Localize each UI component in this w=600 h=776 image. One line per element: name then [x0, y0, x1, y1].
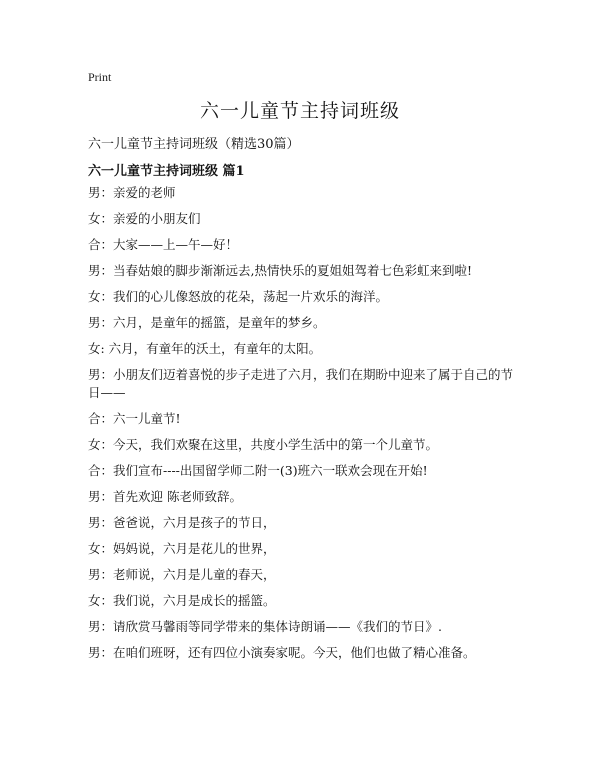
dialogue-line: 合：我们宣布----出国留学师二附一(3)班六一联欢会现在开始!	[88, 463, 428, 478]
dialogue-line: 男：在咱们班呀，还有四位小演奏家呢。今天，他们也做了精心准备。	[88, 645, 476, 660]
dialogue-line: 女：亲爱的小朋友们	[88, 211, 201, 226]
document-subtitle: 六一儿童节主持词班级（精选30篇）	[88, 137, 300, 152]
dialogue-line: 男：爸爸说，六月是孩子的节日，	[88, 515, 276, 530]
dialogue-lines	[88, 184, 518, 670]
dialogue-line: 男：当春姑娘的脚步渐渐远去,热情快乐的夏姐姐驾着七色彩虹来到啦!	[88, 263, 472, 278]
dialogue-line: 男：亲爱的老师	[88, 185, 176, 200]
section-title: 六一儿童节主持词班级 篇1	[88, 164, 245, 179]
dialogue-line: 女：妈妈说，六月是花儿的世界，	[88, 541, 276, 556]
dialogue-line: 男：请欣赏马馨雨等同学带来的集体诗朗诵——《我们的节日》.	[88, 619, 442, 634]
dialogue-line: 女: 六月，有童年的沃土，有童年的太阳。	[88, 341, 322, 356]
print-label[interactable]: Print	[88, 70, 112, 84]
dialogue-line: 合：大家——上—午—好！	[88, 237, 239, 252]
dialogue-line: 合：六一儿童节!	[88, 411, 181, 426]
dialogue-line: 女：我们的心儿像怒放的花朵，荡起一片欢乐的海洋。	[88, 289, 389, 304]
dialogue-line: 男：六月，是童年的摇篮，是童年的梦乡。	[88, 315, 326, 330]
dialogue-line: 男：小朋友们迈着喜悦的步子走进了六月，我们在期盼中迎来了属于自己的节日——	[88, 367, 514, 400]
dialogue-line: 男：老师说，六月是儿童的春天，	[88, 567, 276, 582]
dialogue-line: 女：我们说，六月是成长的摇篮。	[88, 593, 276, 608]
page-title: 六一儿童节主持词班级	[199, 100, 400, 122]
dialogue-line: 女：今天，我们欢聚在这里，共度小学生活中的第一个儿童节。	[88, 437, 439, 452]
dialogue-line: 男：首先欢迎 陈老师致辞。	[88, 489, 242, 504]
